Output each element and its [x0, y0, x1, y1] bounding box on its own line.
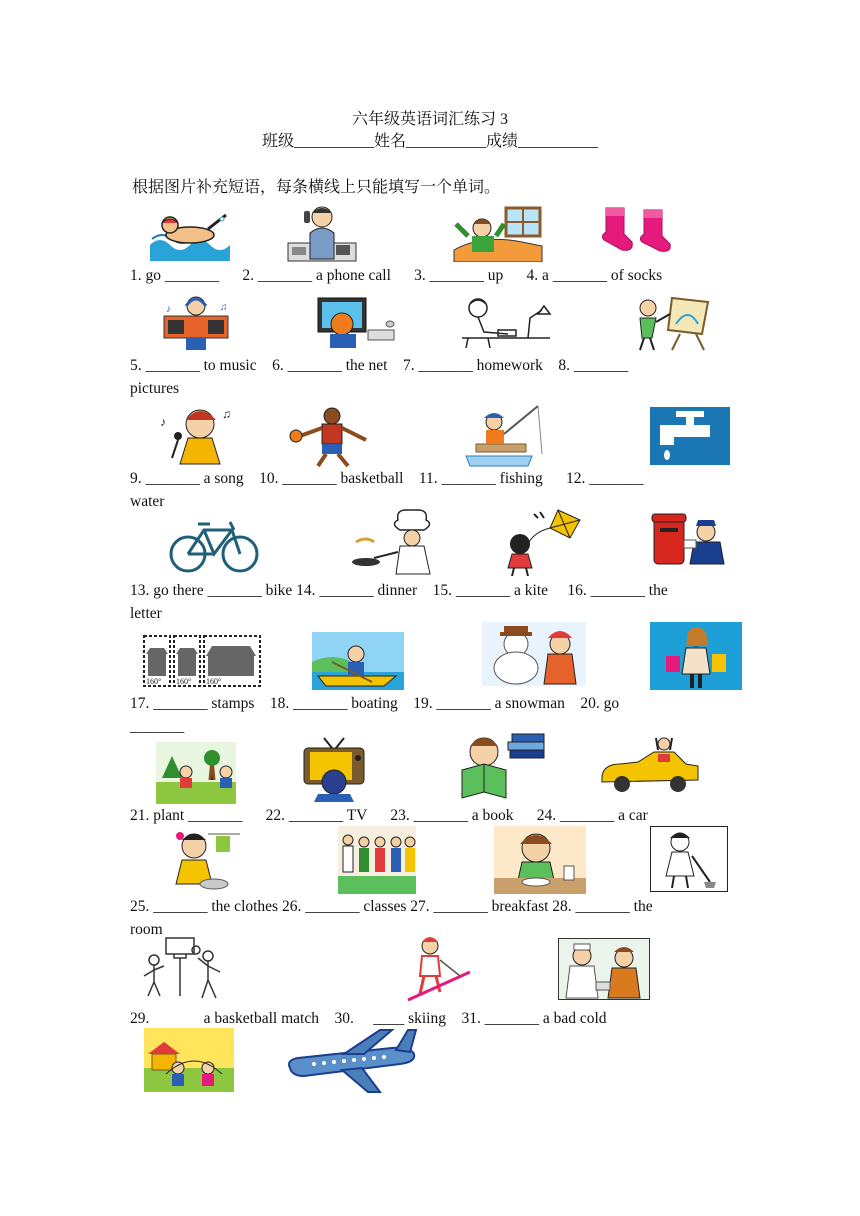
driving-car-picture: [598, 736, 702, 798]
exercise-line-6: 21. plant _______ 22. _______ TV 23. _______ a book 24. _______ a car: [130, 807, 648, 824]
student-info-line: 班级__________姓名__________成绩__________: [261, 133, 598, 150]
stamps-picture: [142, 634, 262, 688]
worksheet-title: 六年级英语词汇练习 3: [351, 111, 508, 128]
exercise-line-7: 25. _______ the clothes 26. _______ classes 27. _______ breakfast 28. _______ the: [130, 898, 653, 915]
exercise-line-3-cont: water: [130, 493, 165, 510]
reading-book-picture: [456, 732, 548, 802]
basketball-match-picture: [138, 936, 234, 1006]
exercise-line-5-cont: _______: [130, 718, 185, 735]
socks-picture: [598, 206, 676, 254]
exercise-line-4: 13. go there _______ bike 14. _______ dinner 15. _______ a kite 16. _______ the: [130, 582, 668, 599]
bike-picture: [168, 516, 260, 574]
cooking-picture: [350, 508, 438, 576]
surf-net-picture: [312, 294, 398, 352]
exercise-line-5: 17. _______ stamps 18. _______ boating 19. _______ a snowman 20. go: [130, 695, 620, 712]
svg-text:♫: ♫: [222, 407, 231, 421]
exercise-line-2-cont: pictures: [130, 380, 180, 397]
post-letter-picture: [650, 510, 730, 566]
stamp-value-1: 160°: [146, 677, 162, 686]
fishing-picture: [462, 404, 548, 468]
exercise-line-7-cont: room: [130, 921, 163, 938]
singing-picture: [158, 406, 240, 466]
airplane-picture: [284, 1026, 418, 1096]
exercise-line-8: 29. a basketball match 30. ____ skiing 31. _______ a bad cold: [130, 1010, 607, 1027]
exercise-line-1: 1. go _______ 2. _______ a phone call 3. _______ up 4. a _______ of socks: [130, 267, 663, 284]
svg-text:♪: ♪: [160, 415, 166, 429]
having-classes-picture: [338, 826, 416, 894]
skiing-picture: [406, 934, 472, 1006]
phone-call-picture: [284, 203, 360, 263]
instruction-text: 根据图片补充短语，每条横线上只能填写一个单词。: [132, 179, 501, 196]
exercise-line-2: 5. _______ to music 6. _______ the net 7. _______ homework 8. _______: [130, 357, 629, 374]
cleaning-room-picture: [650, 826, 728, 892]
washing-clothes-picture: [168, 828, 242, 892]
stamp-value-3: 160°: [206, 677, 222, 686]
stamp-value-2: 160°: [176, 677, 192, 686]
svg-text:♪: ♪: [166, 304, 171, 315]
planting-trees-picture: [156, 742, 236, 804]
svg-text:♫: ♫: [220, 302, 228, 313]
shopping-picture: [650, 622, 742, 690]
get-up-picture: [452, 206, 544, 262]
homework-picture: [458, 294, 554, 348]
basketball-picture: [286, 406, 374, 468]
boating-picture: [312, 632, 404, 690]
kite-picture: [494, 508, 584, 576]
watching-tv-picture: [298, 736, 370, 802]
bad-cold-picture: [558, 938, 650, 1000]
exercise-line-3: 9. _______ a song 10. _______ basketball 11. _______ fishing 12. _______: [130, 470, 644, 487]
snowman-picture: [482, 622, 586, 686]
having-breakfast-picture: [494, 826, 586, 894]
water-tap-picture: [650, 407, 730, 465]
drawing-pictures-picture: [622, 294, 714, 352]
exercise-line-4-cont: letter: [130, 605, 162, 622]
swimming-picture: [148, 205, 232, 263]
listening-music-picture: [158, 294, 234, 352]
playing-park-picture: [144, 1028, 234, 1092]
